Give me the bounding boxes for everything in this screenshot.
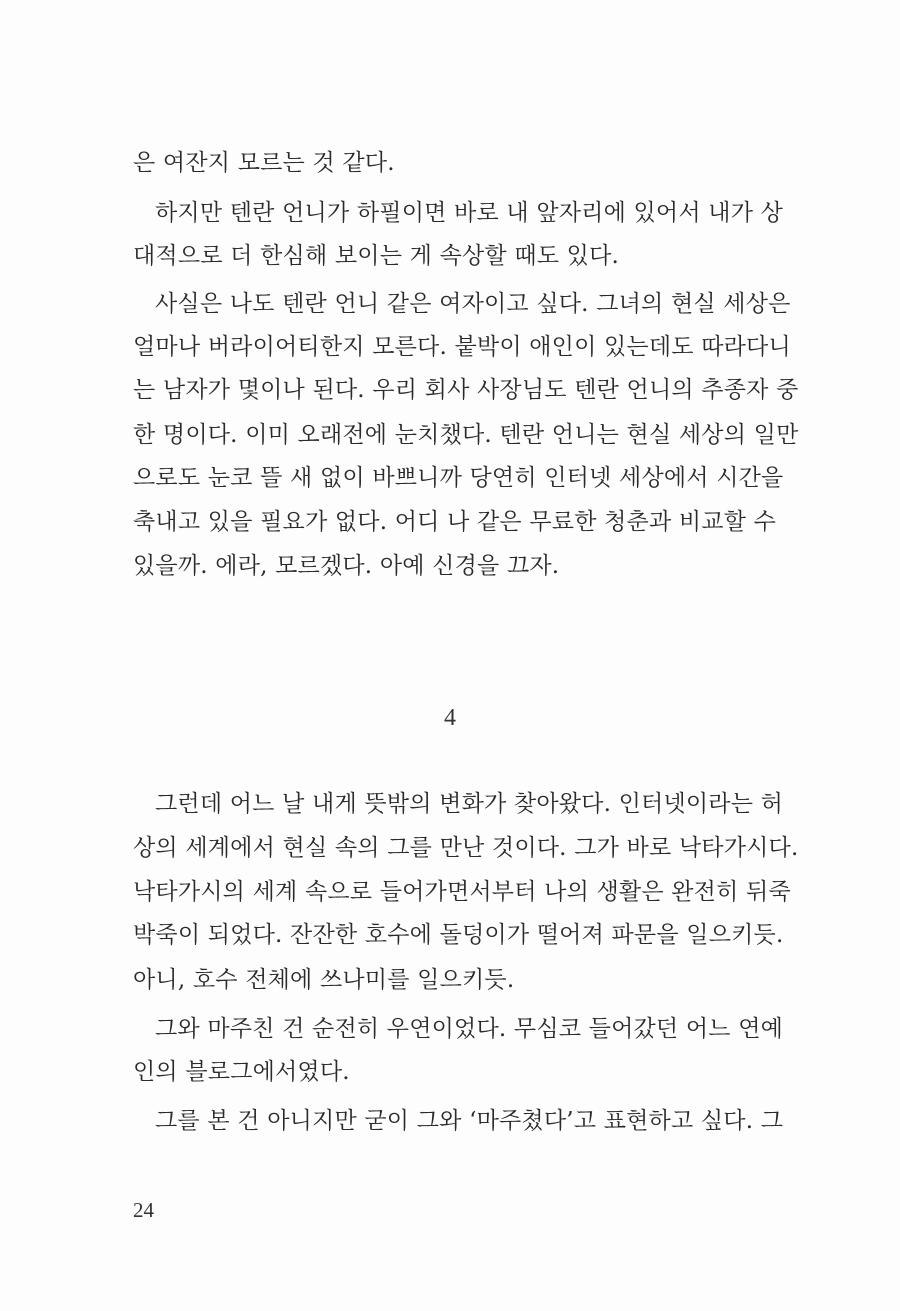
text-line: 아니, 호수 전체에 쓰나미를 일으키듯. <box>133 967 515 993</box>
section-number: 4 <box>444 705 456 731</box>
page-number: 24 <box>133 1198 154 1222</box>
text-line: 그와 마주친 건 순전히 우연이었다. 무심코 들어갔던 어느 연예 <box>155 1016 784 1042</box>
text-line: 있을까. 에라, 모르겠다. 아예 신경을 끄자. <box>133 553 560 579</box>
text-line: 상의 세계에서 현실 속의 그를 만난 것이다. 그가 바로 낙타가시다. <box>133 835 799 861</box>
text-line: 그를 본 건 아니지만 굳이 그와 ‘마주쳤다’고 표현하고 싶다. 그 <box>155 1108 784 1134</box>
text-line: 은 여잔지 모르는 것 같다. <box>133 150 395 176</box>
text-line: 그런데 어느 날 내게 뜻밖의 변화가 찾아왔다. 인터넷이라는 허 <box>155 791 784 817</box>
text-line: 사실은 나도 텐란 언니 같은 여자이고 싶다. 그녀의 현실 세상은 <box>155 291 791 317</box>
text-line: 박죽이 되었다. 잔잔한 호수에 돌덩이가 떨어져 파문을 일으키듯. <box>133 922 784 948</box>
text-line: 인의 블로그에서였다. <box>133 1059 350 1085</box>
text-line: 낙타가시의 세계 속으로 들어가면서부터 나의 생활은 완전히 뒤죽 <box>133 879 791 905</box>
text-line: 축내고 있을 필요가 없다. 어디 나 같은 무료한 청춘과 비교할 수 <box>133 509 777 535</box>
text-line: 으로도 눈코 뜰 새 없이 바쁘니까 당연히 인터넷 세상에서 시간을 <box>133 465 784 491</box>
text-line: 하지만 텐란 언니가 하필이면 바로 내 앞자리에 있어서 내가 상 <box>155 200 784 226</box>
text-line: 한 명이다. 이미 오래전에 눈치챘다. 텐란 언니는 현실 세상의 일만 <box>133 422 799 448</box>
text-line: 얼마나 버라이어티한지 모른다. 붙박이 애인이 있는데도 따라다니 <box>133 334 791 360</box>
text-line: 는 남자가 몇이나 된다. 우리 회사 사장님도 텐란 언니의 추종자 중 <box>133 377 799 403</box>
text-line: 대적으로 더 한심해 보이는 게 속상할 때도 있다. <box>133 243 620 269</box>
